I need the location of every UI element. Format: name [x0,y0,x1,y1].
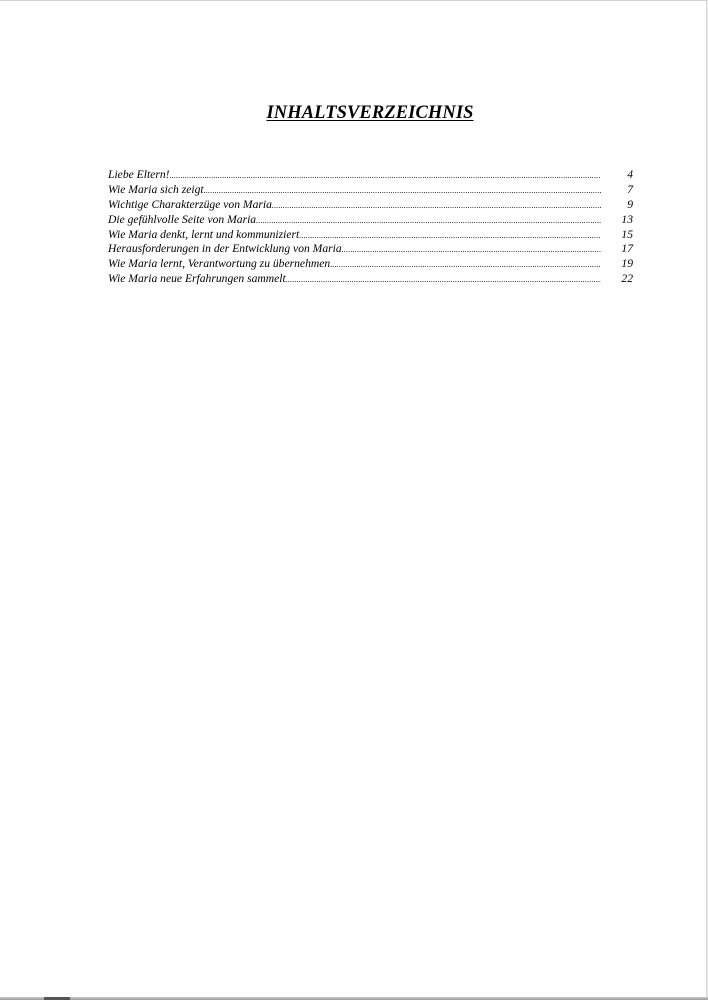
toc-leader-dots [272,199,601,214]
toc-title: INHALTSVERZEICHNIS [266,103,474,123]
toc-entry-title: Wie Maria lernt, Verantwortung zu übernehmen [108,257,331,271]
toc-leader-dots [204,184,601,199]
toc-entry[interactable] [108,198,633,213]
toc-entry-title: Herausforderungen in der Entwicklung von Maria [108,242,342,256]
toc-entry-page: 7 [627,182,633,196]
toc-entry-title: Wie Maria sich zeigt [108,182,204,196]
toc-entry-page: 22 [621,272,633,286]
toc-leader-dots [342,243,601,258]
toc-entry-title: Die gefühlvolle Seite von Maria [108,212,257,226]
toc-leader-dots [299,229,601,244]
toc-entry[interactable] [108,242,633,257]
toc-entry-page: 4 [627,168,633,181]
toc-entry-title: Wie Maria denkt, lernt und kommuniziert [108,227,300,241]
toc-leader-dots [330,258,601,273]
toc-leader-dots [256,214,601,229]
toc-entry[interactable] [108,257,633,272]
toc-entry[interactable] [108,213,633,228]
toc-entry-page: 19 [621,257,633,271]
toc-entry[interactable] [108,183,633,198]
toc-entry-title: Wichtige Charakterzüge von Maria [108,197,272,211]
toc-entry[interactable] [108,168,633,183]
toc-entry-page: 13 [621,212,633,226]
toc-entry[interactable] [108,272,633,287]
toc-entry-title: Liebe Eltern! [108,168,170,181]
toc-entry-page: 17 [621,242,633,256]
toc-list [108,168,633,287]
toc-leader-dots [170,169,602,184]
toc-entry-page: 15 [621,227,633,241]
toc-entry-page: 9 [627,197,633,211]
toc-leader-dots [286,273,601,288]
toc-entry[interactable] [108,228,633,243]
toc-entry-title: Wie Maria neue Erfahrungen sammelt [108,272,286,286]
